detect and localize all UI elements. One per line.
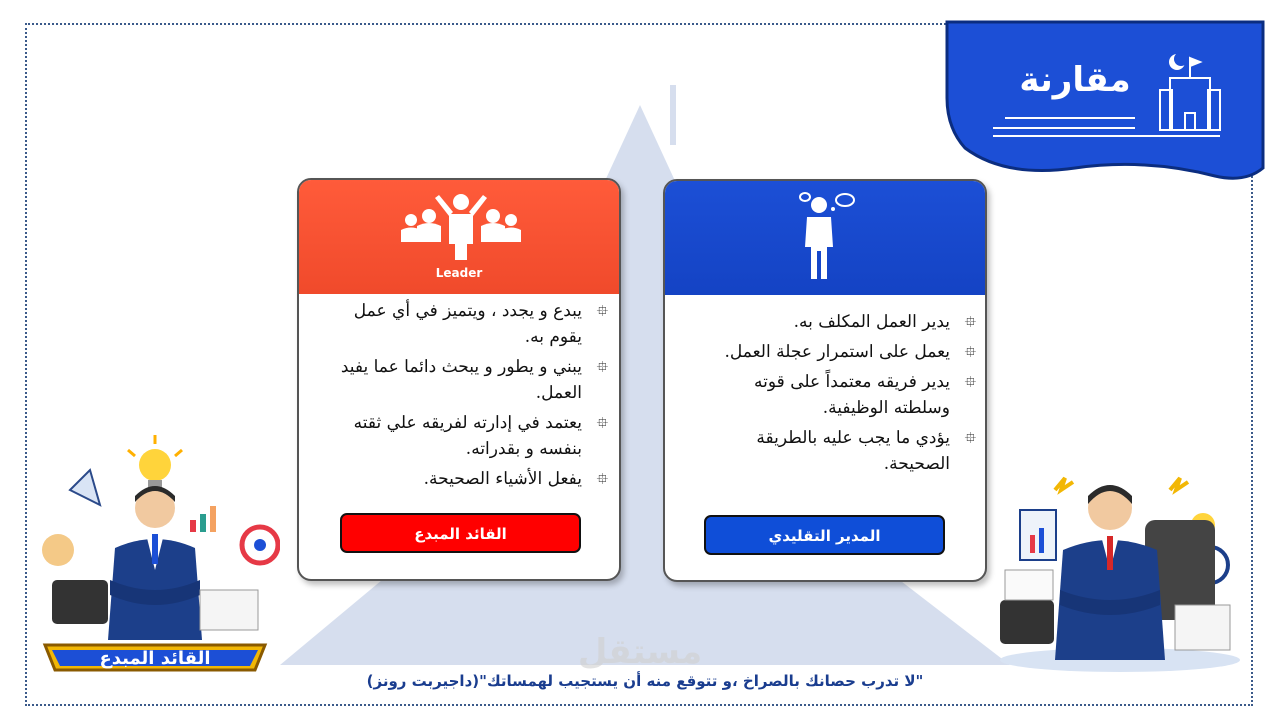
bullet-icon: ⯐ — [596, 414, 608, 432]
leader-traits-list — [330, 298, 608, 496]
bullet-icon: ⯐ — [596, 302, 608, 320]
traditional-manager-button[interactable]: المدير التقليدي — [704, 515, 945, 555]
manager-thinking-icon — [797, 191, 863, 281]
list-item: ⯐ يبدع و يجدد ، ويتميز في أي عمل يقوم به. — [330, 298, 608, 350]
traditional-manager-illustration — [995, 470, 1245, 675]
creative-leader-illustration — [30, 430, 280, 688]
manager-traits-list — [700, 309, 976, 481]
leader-card-header — [299, 180, 619, 294]
bullet-icon: ⯐ — [964, 343, 976, 361]
list-item: ⯐ يؤدي ما يجب عليه بالطريقة الصحيحة. — [700, 425, 976, 477]
page-title: مقارنة — [1019, 60, 1131, 100]
team-leader-icon — [399, 192, 523, 262]
bullet-icon: ⯐ — [596, 358, 608, 376]
list-item: ⯐ يبني و يطور و يبحث دائما عما يفيد العمل. — [330, 354, 608, 406]
bullet-icon: ⯐ — [964, 313, 976, 331]
list-item: ⯐ يفعل الأشياء الصحيحة. — [330, 466, 608, 492]
bullet-icon: ⯐ — [964, 373, 976, 391]
list-item: ⯐ يدير فريقه معتمداً على قوته وسلطته الوظيفية. — [700, 369, 976, 421]
footer-quote: "لا تدرب حصانك بالصراخ ،و تتوقع منه أن يستجيب لهمساتك"(داجيربت رونز) — [366, 672, 924, 690]
creative-leader-button[interactable]: القائد المبدع — [340, 513, 581, 553]
title-banner — [945, 18, 1267, 183]
list-item: ⯐ يدير العمل المكلف به. — [700, 309, 976, 335]
manager-card-header — [665, 181, 985, 295]
bullet-icon: ⯐ — [596, 470, 608, 488]
watermark: مستقل — [577, 632, 703, 672]
list-item: ⯐ يعمل على استمرار عجلة العمل. — [700, 339, 976, 365]
bullet-icon: ⯐ — [964, 429, 976, 447]
leader-header-label: Leader — [435, 266, 483, 280]
creative-leader-badge: القائد المبدع — [99, 648, 211, 669]
list-item: ⯐ يعتمد في إدارته لفريقه علي ثقته بنفسه و بقدراته. — [330, 410, 608, 462]
